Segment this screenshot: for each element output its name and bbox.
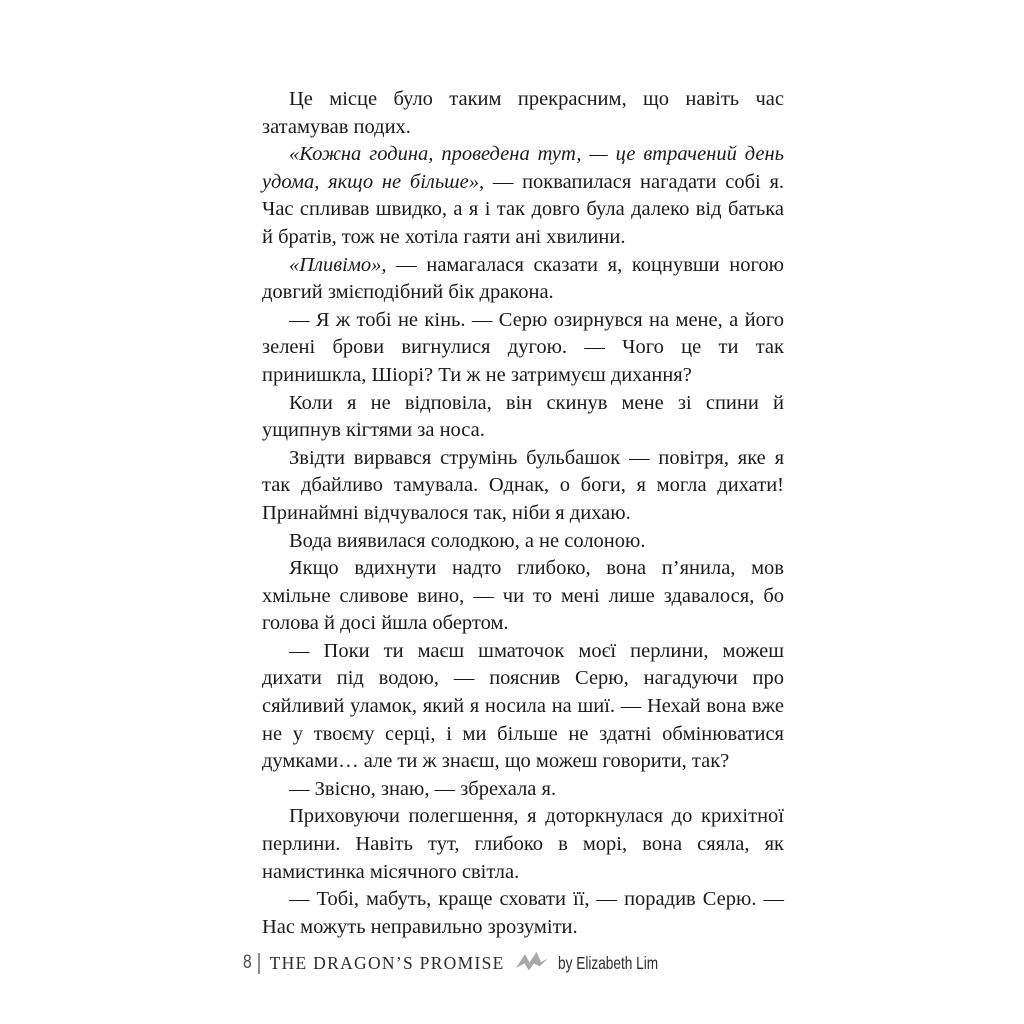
paragraph (262, 528, 784, 556)
paragraph (262, 445, 784, 528)
body-text (262, 86, 784, 941)
paragraph (262, 307, 784, 390)
page-number: 8 (243, 952, 252, 973)
text-segment-italic: «Кожна година, проведена тут, — це втрачений день удома, якщо не більше», (262, 143, 784, 193)
text-segment: Звідти вирвався струмінь бульбашок — повітря, яке я так дбайливо тамувала. Однак, о боги, я могла дихати! Принаймні відчувалося так, ніби я дихаю. (262, 446, 784, 524)
paragraph (262, 886, 784, 941)
paragraph (262, 86, 784, 141)
paragraph (262, 638, 784, 776)
author-byline: by Elizabeth Lim (557, 952, 658, 973)
text-segment: — намагалася сказати я, коцнувши ногою довгий змієподібний бік дракона. (262, 253, 784, 304)
text-segment: — Я ж тобі не кінь. — Серю озирнувся на мене, а його зелені брови вигнулися дугою. — Чого це ти так принишкла, Шіорі? Ти ж не затримуєш дихання? (262, 308, 784, 386)
paragraph (262, 141, 784, 251)
text-segment: Коли я не відповіла, він скинув мене зі спини й ущипнув кігтями за носа. (262, 391, 784, 442)
text-segment: — поквапилася нагадати собі я. Час спливав швидко, а я і так довго була далеко від батька й братів, тож не хотіла гаяти ані хвилини. (262, 170, 785, 248)
text-segment-italic: «Пливімо», (289, 253, 387, 276)
paragraph (262, 252, 784, 307)
book-title: THE DRAGON’S PROMISE (269, 952, 505, 973)
paragraph (262, 776, 784, 804)
text-segment: Вода виявилася солодкою, а не солоною. (289, 529, 646, 552)
paragraph (262, 555, 784, 638)
paragraph (262, 390, 784, 445)
running-footer (243, 947, 686, 979)
text-segment: Це місце було таким прекрасним, що навіть час затамував подих. (262, 88, 784, 138)
footer-divider (258, 953, 260, 974)
text-segment: — Поки ти маєш шматочок моєї перлини, можеш дихати під водою, — пояснив Серю, нагадуючи про сяйливий уламок, який я носила на шиї. — Нехай вона вже не у твоєму серці, і ми більше не здатні обмінюватися думками… але ти ж знаєш, що можеш говорити, так? (262, 639, 784, 773)
text-segment: Якщо вдихнути надто глибоко, вона п’янила, мов хмільне сливове вино, — чи то мені лише здавалося, бо голова й досі йшла обертом. (262, 557, 784, 635)
origami-crane-icon (515, 951, 549, 977)
text-segment: Приховуючи полегшення, я доторкнулася до крихітної перлини. Навіть тут, глибоко в морі, вона сяяла, як намистинка місячного світла. (262, 805, 784, 883)
text-segment: — Тобі, мабуть, краще сховати її, — порадив Серю. — Нас можуть неправильно зрозуміти. (262, 888, 784, 938)
paragraph (262, 803, 784, 886)
text-segment: — Звісно, знаю, — збрехала я. (289, 777, 557, 800)
